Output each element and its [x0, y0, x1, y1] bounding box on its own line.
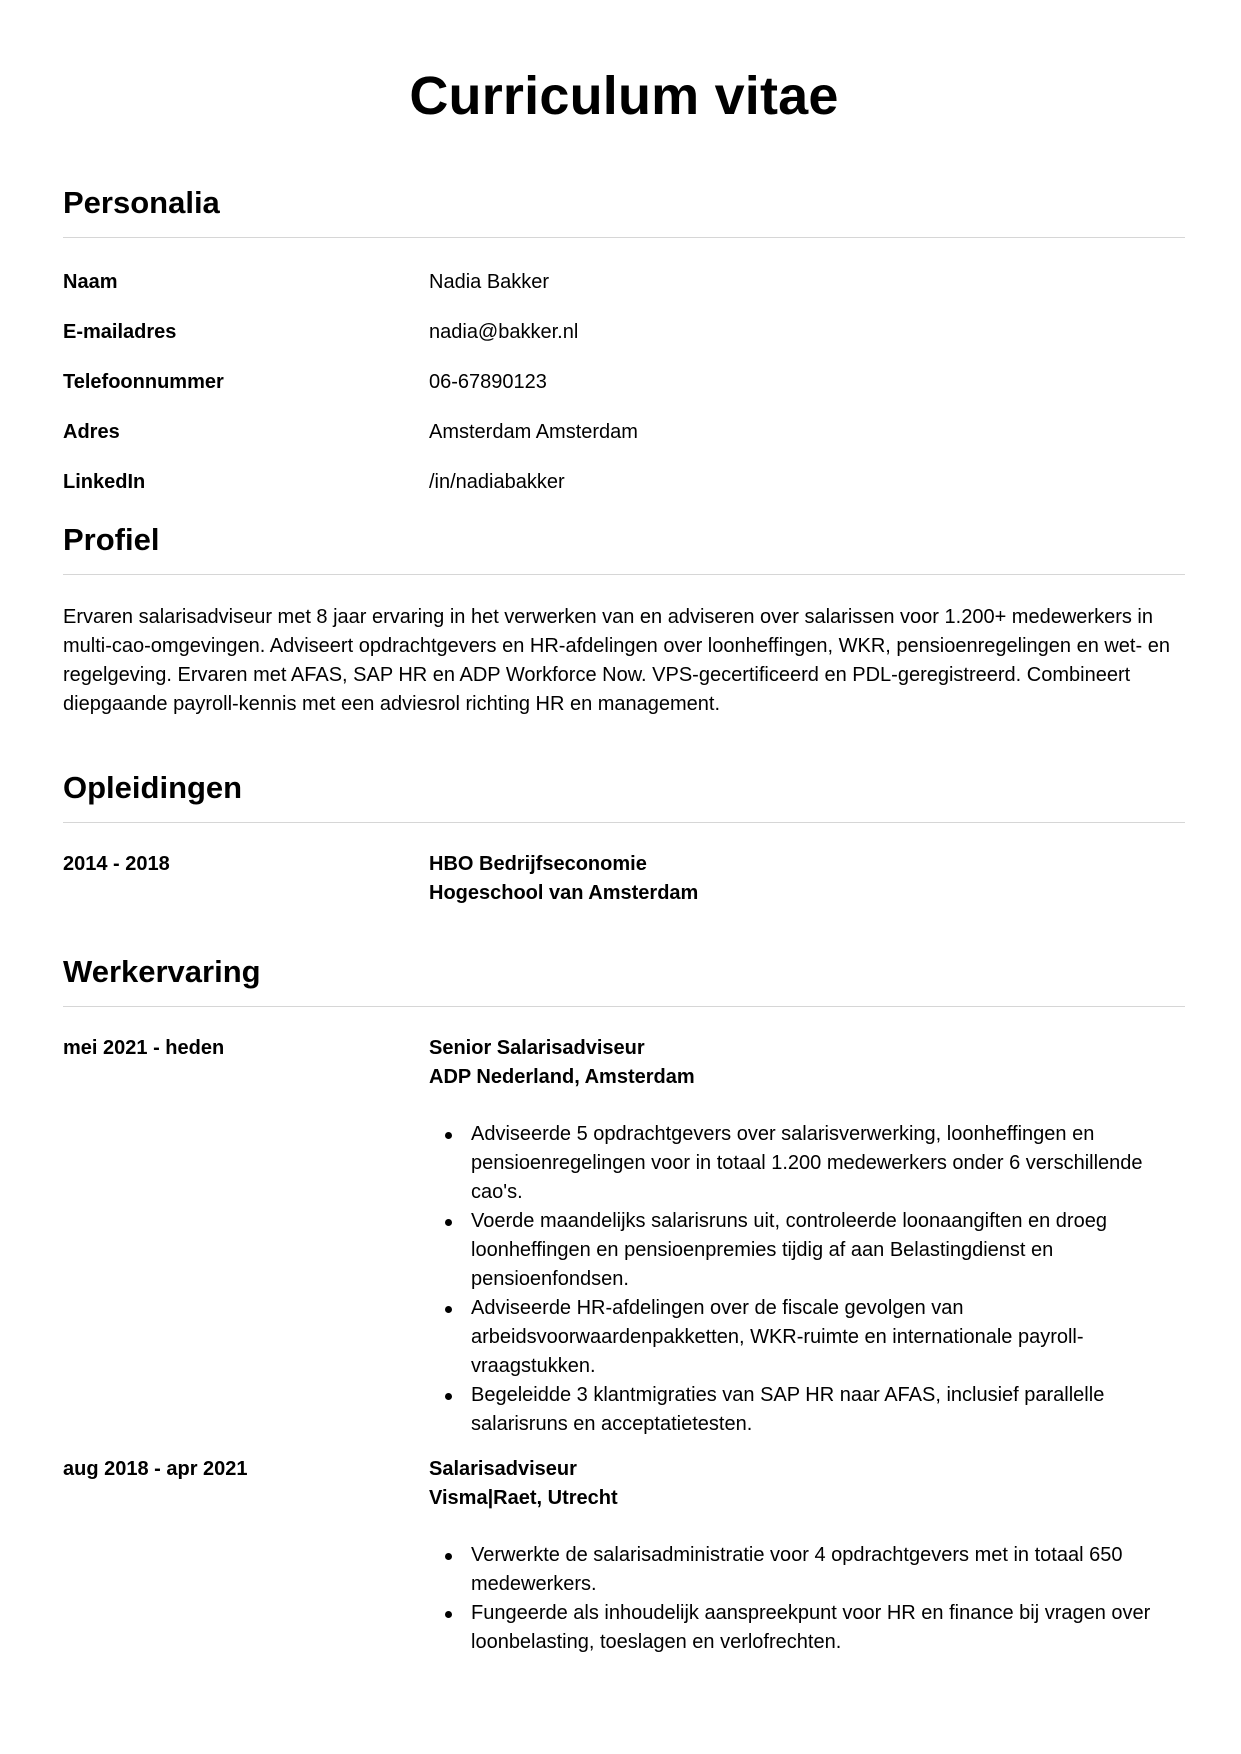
werkervaring-section: [63, 954, 1185, 1657]
field-row-naam: [63, 268, 1185, 318]
section-divider: [63, 1006, 1185, 1007]
field-row-linkedin: [63, 468, 1185, 518]
field-label: E-mailadres: [63, 321, 177, 343]
education-entry: [63, 850, 1185, 908]
job-period: mei 2021 - heden: [63, 1037, 225, 1059]
list-item: Verwerkte de salarisadministratie voor 4 opdrachtgevers met in totaal 650 medewerkers.: [471, 1541, 1185, 1599]
section-title-werkervaring: Werkervaring: [63, 954, 261, 989]
field-value-address: Amsterdam Amsterdam: [429, 421, 638, 443]
profiel-section: [63, 522, 1185, 719]
section-title-personalia: Personalia: [63, 185, 220, 220]
field-row-email: [63, 318, 1185, 368]
education-degree: HBO Bedrijfseconomie: [429, 853, 647, 875]
list-item: Fungeerde als inhoudelijk aanspreekpunt voor HR en finance bij vragen over loonbelasting, toeslagen en verlofrechten.: [471, 1599, 1185, 1657]
field-label: Adres: [63, 421, 120, 443]
field-value-linkedin: /in/nadiabakker: [429, 471, 565, 493]
list-item: Begeleidde 3 klantmigraties van SAP HR naar AFAS, inclusief parallelle salarisruns en acceptatietesten.: [471, 1381, 1185, 1439]
job-achievements: [429, 1541, 1185, 1657]
list-item: Adviseerde HR-afdelingen over de fiscale gevolgen van arbeidsvoorwaardenpakketten, WKR-ruimte en internationale payroll-vraagstukken.: [471, 1294, 1185, 1381]
job-role: Senior Salarisadviseur: [429, 1037, 645, 1059]
job-entry: [63, 1034, 1185, 1439]
job-achievements: [429, 1120, 1185, 1439]
section-title-opleidingen: Opleidingen: [63, 770, 243, 805]
field-label: Telefoonnummer: [63, 371, 224, 393]
list-item: Adviseerde 5 opdrachtgevers over salarisverwerking, loonheffingen en pensioenregelingen voor in totaal 1.200 medewerkers onder 6 verschillende cao's.: [471, 1120, 1185, 1207]
field-row-address: [63, 418, 1185, 468]
profile-summary: Ervaren salarisadviseur met 8 jaar ervaring in het verwerken van en adviseren over salarissen voor 1.200+ medewerkers in multi-cao-omgevingen. Adviseert opdrachtgevers en HR-afdelingen over loonheffingen, WKR, pensioenregelingen en wet- en regelgeving. Ervaren met AFAS, SAP HR en ADP Workforce Now. VPS-gecertificeerd en PDL-geregistreerd. Combineert diepgaande payroll-kennis met een adviesrol richting HR en management.: [63, 606, 1170, 715]
section-divider: [63, 574, 1185, 575]
section-title-profiel: Profiel: [63, 522, 160, 557]
field-row-phone: [63, 368, 1185, 418]
job-company: Visma|Raet, Utrecht: [429, 1487, 618, 1509]
personalia-section: [63, 185, 1185, 518]
job-company: ADP Nederland, Amsterdam: [429, 1066, 695, 1088]
field-label: LinkedIn: [63, 471, 146, 493]
document-title: Curriculum vitae: [409, 66, 839, 126]
field-value-email: nadia@bakker.nl: [429, 321, 579, 343]
cv-page: [63, 0, 1185, 1657]
opleidingen-section: [63, 770, 1185, 908]
job-entry: [63, 1455, 1185, 1657]
field-label: Naam: [63, 271, 118, 293]
field-value-name: Nadia Bakker: [429, 271, 550, 293]
section-divider: [63, 237, 1185, 238]
job-period: aug 2018 - apr 2021: [63, 1458, 248, 1480]
job-role: Salarisadviseur: [429, 1458, 577, 1480]
list-item: Voerde maandelijks salarisruns uit, controleerde loonaangiften en droeg loonheffingen en pensioenpremies tijdig af aan Belastingdienst en pensioenfondsen.: [471, 1207, 1185, 1294]
personalia-fields: [63, 268, 1185, 518]
education-school: Hogeschool van Amsterdam: [429, 882, 699, 904]
education-period: 2014 - 2018: [63, 853, 170, 875]
section-divider: [63, 822, 1185, 823]
field-value-phone: 06-67890123: [429, 371, 547, 393]
